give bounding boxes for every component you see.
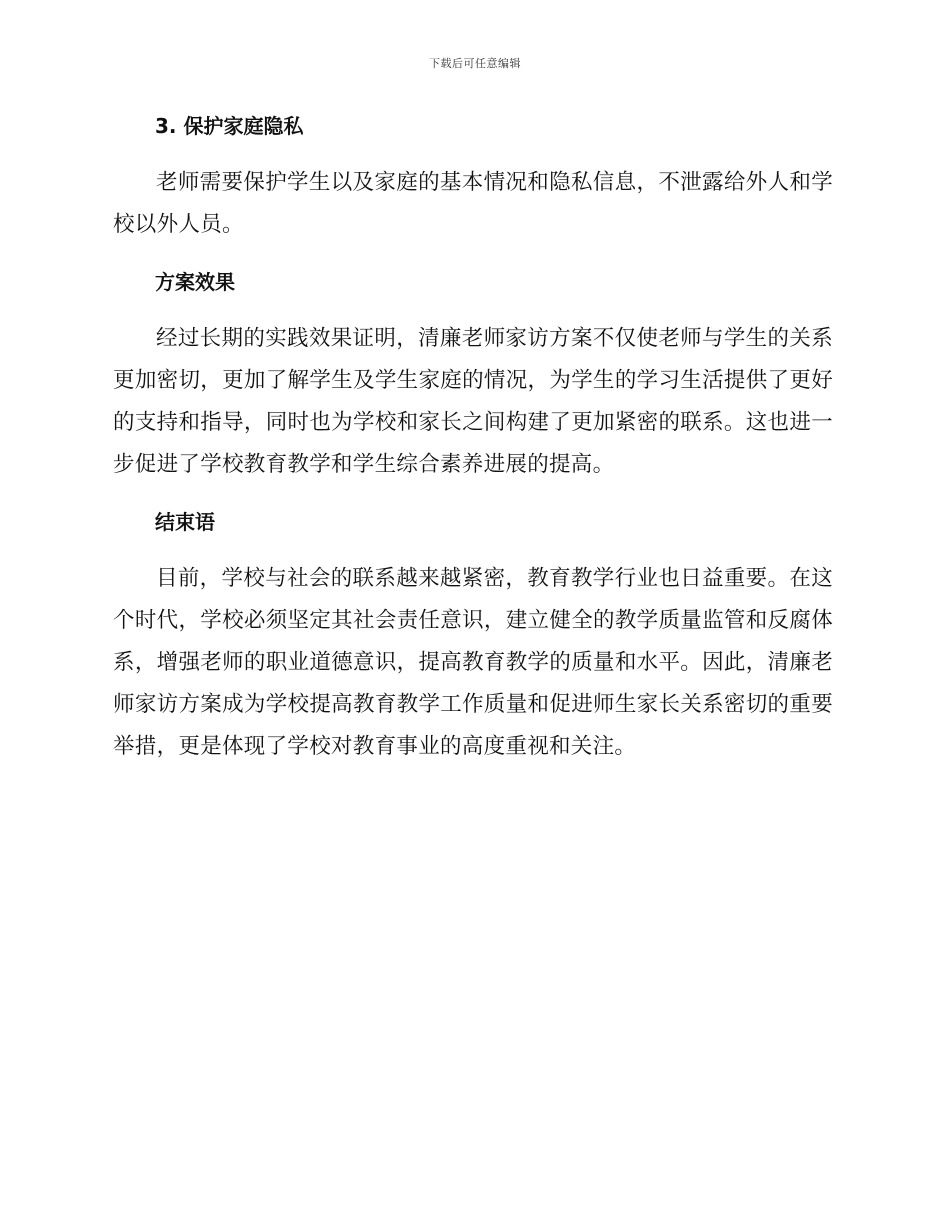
section-plan-effect [113, 264, 833, 486]
section-paragraph: 目前，学校与社会的联系越来越紧密，教育教学行业也日益重要。在这个时代，学校必须坚定其社会责任意识，建立健全的教学质量监管和反腐体系，增强老师的职业道德意识，提高教育教学的质量和水平。因此，清廉老师家访方案成为学校提高教育教学工作质量和促进师生家长关系密切的重要举措，更是体现了学校对教育事业的高度重视和关注。 [113, 566, 833, 759]
page-header: 下载后可任意编辑 [429, 57, 521, 70]
section-conclusion [113, 504, 833, 768]
section-protect-family-privacy [113, 108, 833, 246]
section-paragraph: 经过长期的实践效果证明，清廉老师家访方案不仅使老师与学生的关系更加密切，更加了解学生及学生家庭的情况，为学生的学习生活提供了更好的支持和指导，同时也为学校和家长之间构建了更加紧密的联系。这也进一步促进了学校教育教学和学生综合素养进展的提高。 [113, 326, 833, 477]
section-paragraph: 老师需要保护学生以及家庭的基本情况和隐私信息，不泄露给外人和学校以外人员。 [113, 170, 833, 237]
document-body [113, 108, 833, 786]
section-heading: 3. 保护家庭隐私 [155, 114, 304, 138]
section-heading: 方案效果 [155, 270, 235, 294]
section-heading: 结束语 [155, 510, 215, 534]
